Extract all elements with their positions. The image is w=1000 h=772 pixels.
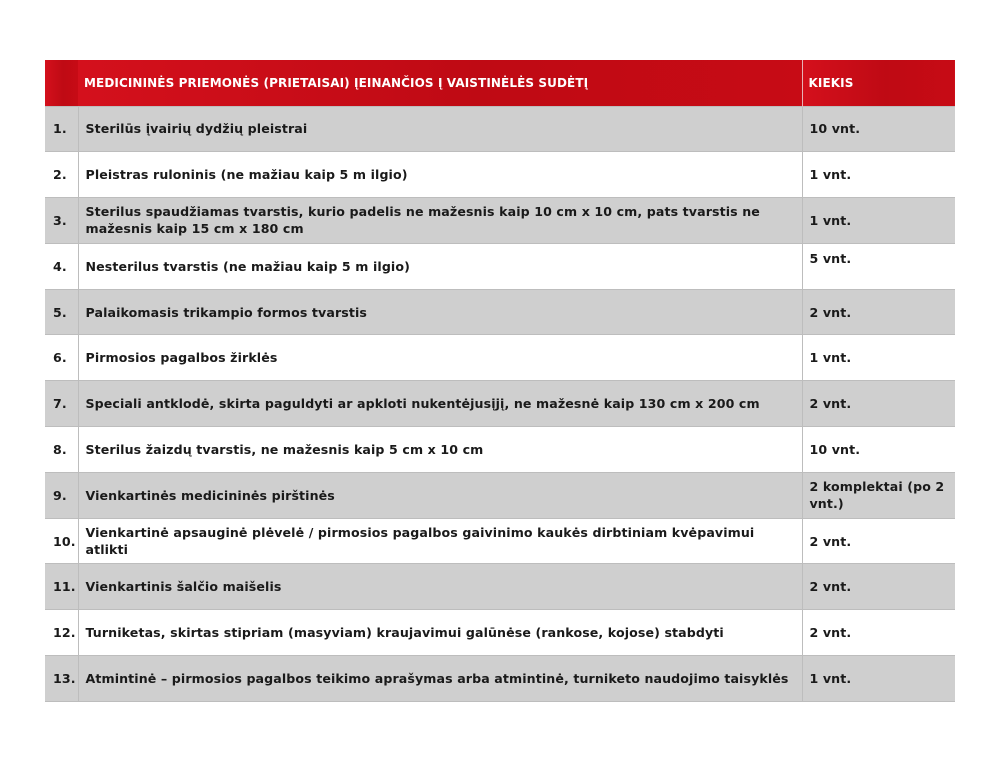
row-number: 8.: [45, 427, 78, 473]
row-item-name: Sterilus spaudžiamas tvarstis, kurio padelis ne mažesnis kaip 10 cm x 10 cm, pats tvarstis ne mažesnis kaip 15 cm x 180 cm: [78, 198, 802, 244]
table-row: [45, 518, 955, 564]
row-quantity: 2 vnt.: [802, 289, 955, 335]
table-row: [45, 243, 955, 289]
table-row: [45, 427, 955, 473]
row-quantity: 2 vnt.: [802, 518, 955, 564]
row-quantity: 10 vnt.: [802, 427, 955, 473]
table-row: [45, 289, 955, 335]
row-item-name: Sterilūs įvairių dydžių pleistrai: [78, 106, 802, 152]
table-row: [45, 656, 955, 702]
row-number: 13.: [45, 656, 78, 702]
row-item-name: Vienkartinis šalčio maišelis: [78, 564, 802, 610]
row-item-name: Sterilus žaizdų tvarstis, ne mažesnis kaip 5 cm x 10 cm: [78, 427, 802, 473]
row-number: 10.: [45, 518, 78, 564]
row-item-name: Speciali antklodė, skirta paguldyti ar apkloti nukentėjusįjį, ne mažesnė kaip 130 cm x 200 cm: [78, 381, 802, 427]
row-quantity: 2 vnt.: [802, 610, 955, 656]
row-number: 11.: [45, 564, 78, 610]
table-row: [45, 610, 955, 656]
header-quantity: KIEKIS: [802, 60, 955, 106]
table-row: [45, 152, 955, 198]
table-body: [45, 106, 955, 701]
table-row: [45, 381, 955, 427]
row-quantity: 1 vnt.: [802, 335, 955, 381]
header-row: [45, 60, 955, 106]
row-number: 3.: [45, 198, 78, 244]
row-quantity: 5 vnt.: [802, 243, 955, 289]
header-name: MEDICININĖS PRIEMONĖS (PRIETAISAI) ĮEINANČIOS Į VAISTINĖLĖS SUDĖTĮ: [78, 60, 802, 106]
row-quantity: 2 vnt.: [802, 564, 955, 610]
row-item-name: Atmintinė – pirmosios pagalbos teikimo aprašymas arba atmintinė, turniketo naudojimo taisyklės: [78, 656, 802, 702]
first-aid-kit-table: [45, 60, 955, 702]
row-number: 5.: [45, 289, 78, 335]
table-row: [45, 564, 955, 610]
table-row: [45, 472, 955, 518]
row-item-name: Palaikomasis trikampio formos tvarstis: [78, 289, 802, 335]
table-header: [45, 60, 955, 106]
row-number: 4.: [45, 243, 78, 289]
row-number: 12.: [45, 610, 78, 656]
row-item-name: Vienkartinės medicininės pirštinės: [78, 472, 802, 518]
row-item-name: Turniketas, skirtas stipriam (masyviam) kraujavimui galūnėse (rankose, kojose) stabdyti: [78, 610, 802, 656]
row-quantity: 1 vnt.: [802, 152, 955, 198]
row-quantity: 1 vnt.: [802, 656, 955, 702]
row-number: 1.: [45, 106, 78, 152]
row-item-name: Vienkartinė apsauginė plėvelė / pirmosios pagalbos gaivinimo kaukės dirbtiniam kvėpavimui atlikti: [78, 518, 802, 564]
row-number: 6.: [45, 335, 78, 381]
table-row: [45, 198, 955, 244]
row-item-name: Nesterilus tvarstis (ne mažiau kaip 5 m ilgio): [78, 243, 802, 289]
row-quantity: 2 vnt.: [802, 381, 955, 427]
row-quantity: 10 vnt.: [802, 106, 955, 152]
table-row: [45, 335, 955, 381]
row-number: 2.: [45, 152, 78, 198]
row-quantity: 1 vnt.: [802, 198, 955, 244]
row-item-name: Pleistras ruloninis (ne mažiau kaip 5 m ilgio): [78, 152, 802, 198]
row-quantity: 2 komplektai (po 2 vnt.): [802, 472, 955, 518]
row-number: 7.: [45, 381, 78, 427]
header-number: [45, 60, 78, 106]
row-number: 9.: [45, 472, 78, 518]
row-item-name: Pirmosios pagalbos žirklės: [78, 335, 802, 381]
table-row: [45, 106, 955, 152]
